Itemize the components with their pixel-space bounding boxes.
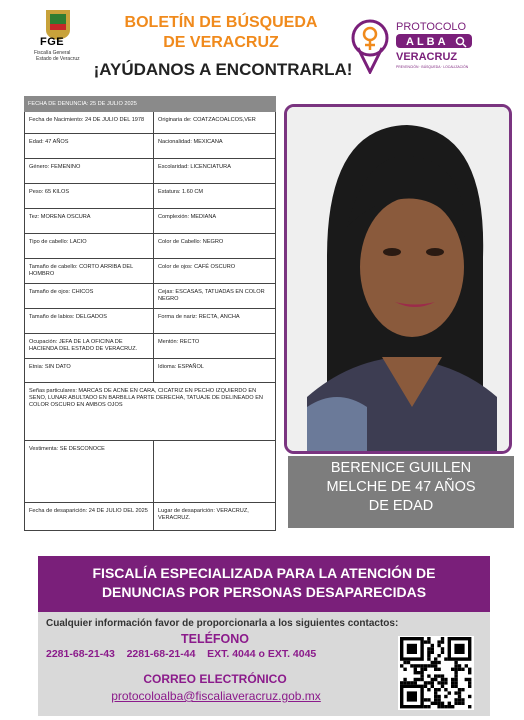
portrait-illustration [287,107,509,451]
contact-instructions: Cualquier información favor de proporcionarla a los siguientes contactos: [46,618,399,629]
bulletin-title-line2: DE VERACRUZ [163,34,279,51]
name-line-2: MELCHE DE 47 AÑOS [326,479,476,495]
form-field-left: Edad: 47 AÑOS [24,134,154,158]
extensions: EXT. 4044 o EXT. 4045 [207,648,317,660]
fge-acronym: FGE [40,36,65,48]
form-row [24,209,276,234]
form-field-right: Escolaridad: LICENCIATURA [154,159,276,183]
help-us-find-her-heading: ¡AYÚDANOS A ENCONTRARLA! [93,60,353,79]
form-field-left: Tez: MORENA OSCURA [24,209,154,233]
form-row [24,284,276,309]
phone-number-2[interactable]: 2281-68-21-44 [126,648,196,660]
missing-person-name [288,456,514,528]
form-row [24,309,276,334]
form-row [24,134,276,159]
form-row [24,259,276,284]
alba-mid-text: ALBA [406,36,449,48]
form-field-right: Nacionalidad: MEXICANA [154,134,276,158]
phone-numbers [46,648,386,660]
form-field-left: Fecha de Nacimiento: 24 DE JULIO DEL 1978 [24,112,154,133]
form-field-left: Peso: 65 KILOS [24,184,154,208]
clothing-blank [154,441,276,502]
disappearance-date: Fecha de desaparición: 24 DE JULIO DEL 2025 [24,503,154,530]
form-field-left: Ocupación: JEFA DE LA OFICINA DE HACIENDA DEL ESTADO DE VERACRUZ. [24,334,154,358]
missing-person-photo [284,104,512,454]
form-field-left: Tipo de cabello: LACIO [24,234,154,258]
form-field-right: Idioma: ESPAÑOL [154,359,276,382]
banner-line-1: FISCALÍA ESPECIALIZADA PARA LA ATENCIÓN DE [92,565,436,581]
bulletin-title-line1: BOLETÍN DE BÚSQUEDA [124,14,318,31]
banner-line-2: DENUNCIAS POR PERSONAS DESAPARECIDAS [101,584,427,600]
alba-top-text: PROTOCOLO [396,21,467,33]
name-line-3: DE EDAD [368,498,434,514]
form-field-right: Color de Cabello: NEGRO [154,234,276,258]
form-field-left: Tamaño de cabello: CORTO ARRIBA DEL HOMBRO [24,259,154,283]
fge-subtitle-2: Estado de Veracruz [36,56,80,62]
fiscalia-banner [38,556,490,612]
form-field-left: Tamaño de ojos: CHICOS [24,284,154,308]
alba-bottom-text: VERACRUZ [396,51,458,63]
phone-label: TELÉFONO [180,632,250,646]
protocolo-alba-logo [350,12,520,74]
report-date-header: FECHA DE DENUNCIA: 25 DE JULIO 2025 [24,96,276,112]
form-field-right: Originaria de: COATZACOALCOS,VER [154,112,276,133]
disappearance-place: Lugar de desaparición: VERACRUZ, VERACRUZ. [154,503,276,530]
qr-code-icon[interactable] [398,636,474,710]
distinguishing-marks: Señas particulares: MARCAS DE ACNE EN CARA, CICATRIZ EN PECHO IZQUIERDO EN SENO, LUNAR ABULTADO EN BARBILLA PARTE DERECHA, TATUAJE DE DELINEADO EN COLOR OSCURO EN AMBOS OJOS [24,383,276,440]
form-row [24,184,276,209]
form-field-right: Complexión: MEDIANA [154,209,276,233]
form-field-left: Tamaño de labios: DELGADOS [24,309,154,333]
form-field-right: Color de ojos: CAFÉ OSCURO [154,259,276,283]
form-field-right: Forma de nariz: RECTA, ANCHA [154,309,276,333]
form-field-right: Mentón: RECTO [154,334,276,358]
distinguishing-marks-row [24,383,276,441]
form-row [24,359,276,383]
alba-tagline: PREVENCIÓN · BÚSQUEDA · LOCALIZACIÓN [396,65,469,69]
form-row [24,234,276,259]
form-row [24,334,276,359]
form-field-right: Cejas: ESCASAS, TATUADAS EN COLOR NEGRO [154,284,276,308]
form-field-left: Género: FEMENINO [24,159,154,183]
email-label: CORREO ELECTRÓNICO [143,672,287,686]
phone-number-1[interactable]: 2281-68-21-43 [46,648,115,660]
form-row [24,112,276,134]
form-field-right: Estatura: 1.60 CM [154,184,276,208]
clothing-row [24,441,276,503]
form-field-left: Etnia: SIN DATO [24,359,154,382]
form-row [24,159,276,184]
email-link[interactable]: protocoloalba@fiscaliaveracruz.gob.mx [111,689,321,703]
disappearance-row [24,503,276,531]
name-line-1: BERENICE GUILLEN [330,460,472,476]
clothing-field: Vestimenta: SE DESCONOCE [24,441,154,502]
fge-subtitle-1: Fiscalía General [34,50,71,56]
